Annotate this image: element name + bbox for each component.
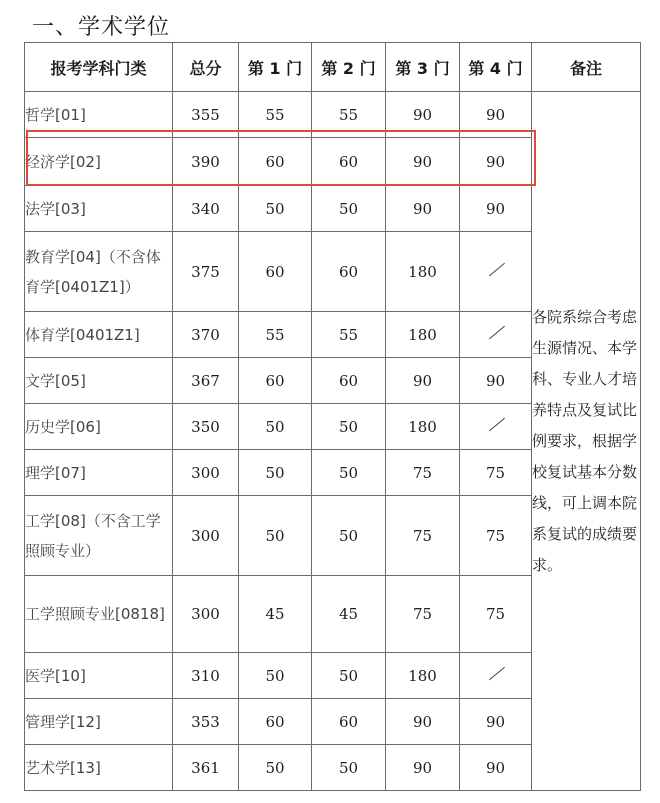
subject-score-cell: 90 — [460, 138, 532, 186]
subject-score-cell: 75 — [386, 576, 460, 653]
subject-score-cell: 75 — [460, 450, 532, 496]
slash-icon — [486, 260, 506, 280]
slash-icon — [486, 664, 506, 684]
subject-score-cell: 75 — [460, 576, 532, 653]
subject-score-cell: 50 — [312, 186, 386, 232]
subject-score-cell: 180 — [386, 653, 460, 699]
subject-score-cell: 50 — [239, 186, 312, 232]
subject-score-cell: 50 — [312, 404, 386, 450]
header-subject-3: 第 3 门 — [386, 43, 460, 92]
subject-score-cell: 60 — [239, 358, 312, 404]
subject-score-cell: 60 — [312, 699, 386, 745]
not-applicable-cell — [460, 312, 532, 358]
not-applicable-cell — [460, 653, 532, 699]
header-subject-2: 第 2 门 — [312, 43, 386, 92]
subject-score-cell: 90 — [386, 358, 460, 404]
header-category: 报考学科门类 — [25, 43, 173, 92]
category-cell: 体育学[0401Z1] — [25, 312, 173, 358]
subject-score-cell: 55 — [312, 312, 386, 358]
subject-score-cell: 55 — [312, 92, 386, 138]
subject-score-cell: 50 — [239, 404, 312, 450]
category-cell: 哲学[01] — [25, 92, 173, 138]
category-cell: 管理学[12] — [25, 699, 173, 745]
total-score-cell: 340 — [173, 186, 239, 232]
header-total: 总分 — [173, 43, 239, 92]
subject-score-cell: 50 — [239, 450, 312, 496]
subject-score-cell: 60 — [239, 699, 312, 745]
header-subject-4: 第 4 门 — [460, 43, 532, 92]
total-score-cell: 367 — [173, 358, 239, 404]
category-cell: 教育学[04]（不含体育学[0401Z1]） — [25, 232, 173, 312]
slash-icon — [486, 323, 506, 343]
subject-score-cell: 50 — [239, 496, 312, 576]
category-cell: 文学[05] — [25, 358, 173, 404]
category-cell: 艺术学[13] — [25, 745, 173, 791]
not-applicable-cell — [460, 232, 532, 312]
total-score-cell: 361 — [173, 745, 239, 791]
category-cell: 理学[07] — [25, 450, 173, 496]
subject-score-cell: 180 — [386, 312, 460, 358]
subject-score-cell: 60 — [239, 232, 312, 312]
category-cell: 工学[08]（不含工学照顾专业） — [25, 496, 173, 576]
subject-score-cell: 90 — [386, 138, 460, 186]
total-score-cell: 355 — [173, 92, 239, 138]
section-heading: 一、学术学位 — [32, 15, 171, 40]
category-cell: 经济学[02] — [25, 138, 173, 186]
subject-score-cell: 90 — [460, 92, 532, 138]
subject-score-cell: 60 — [312, 358, 386, 404]
subject-score-cell: 50 — [239, 745, 312, 791]
subject-score-cell: 45 — [239, 576, 312, 653]
table-row — [25, 92, 641, 138]
subject-score-cell: 75 — [460, 496, 532, 576]
category-cell: 工学照顾专业[0818] — [25, 576, 173, 653]
subject-score-cell: 60 — [312, 232, 386, 312]
total-score-cell: 353 — [173, 699, 239, 745]
total-score-cell: 375 — [173, 232, 239, 312]
category-cell: 法学[03] — [25, 186, 173, 232]
not-applicable-cell — [460, 404, 532, 450]
subject-score-cell: 55 — [239, 312, 312, 358]
subject-score-cell: 180 — [386, 232, 460, 312]
subject-score-cell: 75 — [386, 450, 460, 496]
score-table — [24, 42, 641, 791]
subject-score-cell: 50 — [239, 653, 312, 699]
header-row — [25, 43, 641, 92]
subject-score-cell: 90 — [386, 92, 460, 138]
category-cell: 历史学[06] — [25, 404, 173, 450]
slash-icon — [486, 415, 506, 435]
category-cell: 医学[10] — [25, 653, 173, 699]
subject-score-cell: 55 — [239, 92, 312, 138]
subject-score-cell: 90 — [460, 186, 532, 232]
subject-score-cell: 90 — [460, 358, 532, 404]
subject-score-cell: 50 — [312, 450, 386, 496]
subject-score-cell: 90 — [460, 745, 532, 791]
header-note: 备注 — [532, 43, 641, 92]
subject-score-cell: 90 — [386, 699, 460, 745]
total-score-cell: 300 — [173, 576, 239, 653]
total-score-cell: 370 — [173, 312, 239, 358]
subject-score-cell: 45 — [312, 576, 386, 653]
subject-score-cell: 180 — [386, 404, 460, 450]
note-cell: 各院系综合考虑生源情况、本学科、专业人才培养特点及复试比例要求，根据学校复试基本分数线，可上调本院系复试的成绩要求。 — [532, 92, 641, 791]
subject-score-cell: 90 — [460, 699, 532, 745]
total-score-cell: 350 — [173, 404, 239, 450]
header-subject-1: 第 1 门 — [239, 43, 312, 92]
total-score-cell: 310 — [173, 653, 239, 699]
total-score-cell: 300 — [173, 450, 239, 496]
total-score-cell: 300 — [173, 496, 239, 576]
total-score-cell: 390 — [173, 138, 239, 186]
subject-score-cell: 50 — [312, 745, 386, 791]
subject-score-cell: 50 — [312, 653, 386, 699]
subject-score-cell: 90 — [386, 186, 460, 232]
subject-score-cell: 90 — [386, 745, 460, 791]
subject-score-cell: 50 — [312, 496, 386, 576]
subject-score-cell: 60 — [239, 138, 312, 186]
subject-score-cell: 75 — [386, 496, 460, 576]
subject-score-cell: 60 — [312, 138, 386, 186]
